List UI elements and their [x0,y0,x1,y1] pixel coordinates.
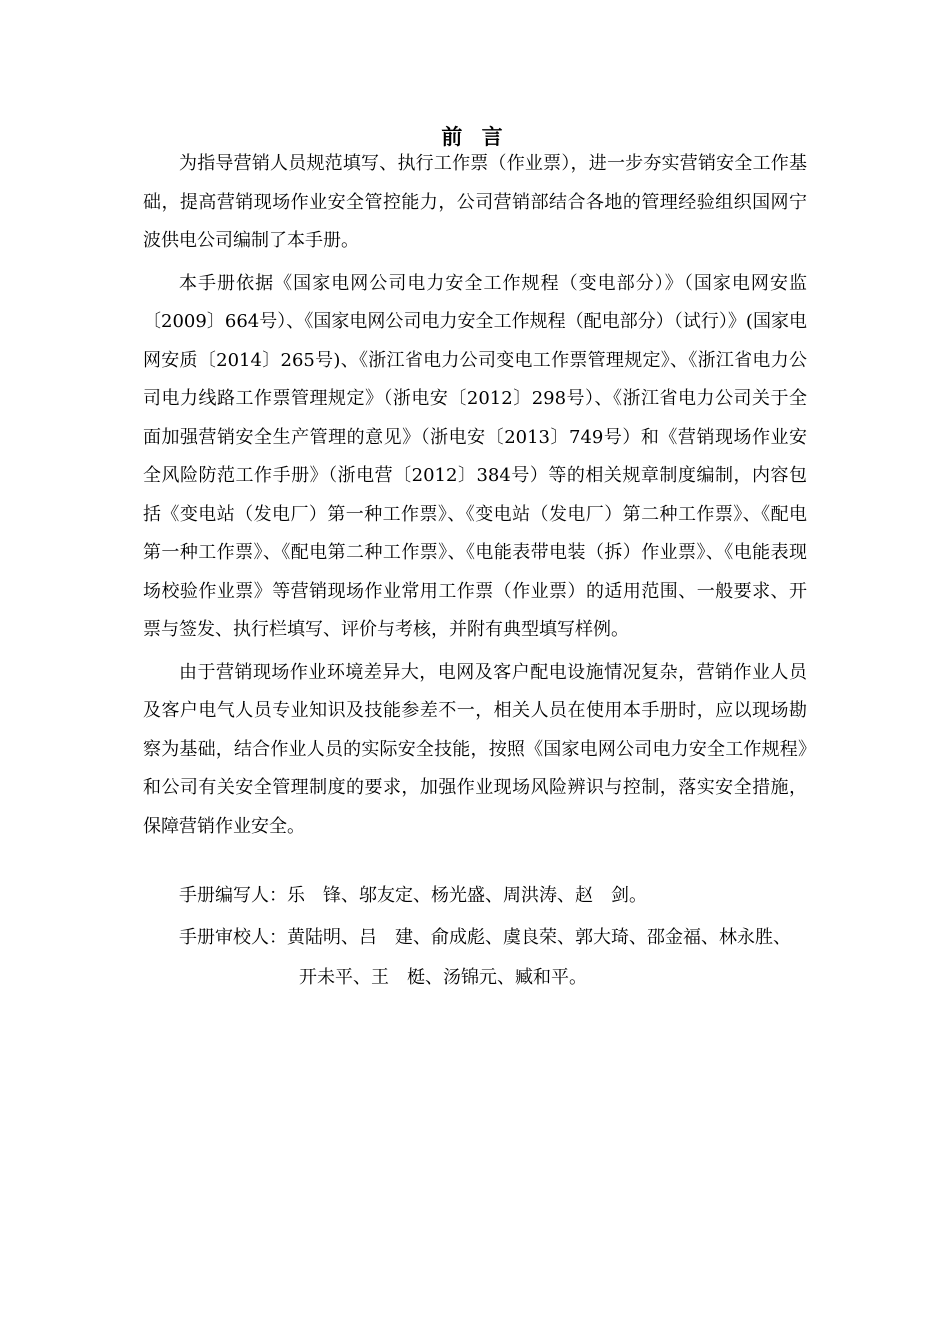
reviewers-line: 手册审校人：黄陆明、吕 建、俞成彪、虞良荣、郭大琦、邵金福、林永胜、 [179,927,791,948]
page-title: 前 言 [441,124,509,149]
authors-line: 手册编写人：乐 锋、邬友定、杨光盛、周洪涛、赵 剑。 [179,885,647,906]
preface-paragraph-3: 由于营销现场作业环境差异大，电网及客户配电设施情况复杂，营销作业人员及客户电气人员专业知识及技能参差不一，相关人员在使用本手册时，应以现场勘察为基础，结合作业人员的实际安全技能，按照《国家电网公司电力安全工作规程》和公司有关安全管理制度的要求，加强作业现场风险辨识与控制，落实安全措施，保障营销作业安全。 [143,661,807,837]
preface-body [143,145,807,846]
reviewers-continuation: 开未平、王 梃、汤锦元、臧和平。 [299,967,587,988]
preface-paragraph-1: 为指导营销人员规范填写、执行工作票（作业票），进一步夯实营销安全工作基础，提高营销现场作业安全管控能力，公司营销部结合各地的管理经验组织国网宁波供电公司编制了本手册。 [143,153,807,251]
preface-paragraph-2: 本手册依据《国家电网公司电力安全工作规程（变电部分）》（国家电网安监〔2009〕664号）、《国家电网公司电力安全工作规程（配电部分）（试行）》(国家电网安质〔2014〕265号)、《浙江省电力公司变电工作票管理规定》、《浙江省电力公司电力线路工作票管理规定》（浙电安〔2012〕298号）、《浙江省电力公司关于全面加强营销安全生产管理的意见》（浙电安〔2013〕749号）和《营销现场作业安全风险防范工作手册》（浙电营〔2012〕384号）等的相关规章制度编制，内容包括《变电站（发电厂）第一种工作票》、《变电站（发电厂）第二种工作票》、《配电第一种工作票》、《配电第二种工作票》、《电能表带电装（拆）作业票》、《电能表现场校验作业票》等营销现场作业常用工作票（作业票）的适用范围、一般要求、开票与签发、执行栏填写、评价与考核，并附有典型填写样例。 [143,272,807,640]
credits-block [143,877,807,997]
